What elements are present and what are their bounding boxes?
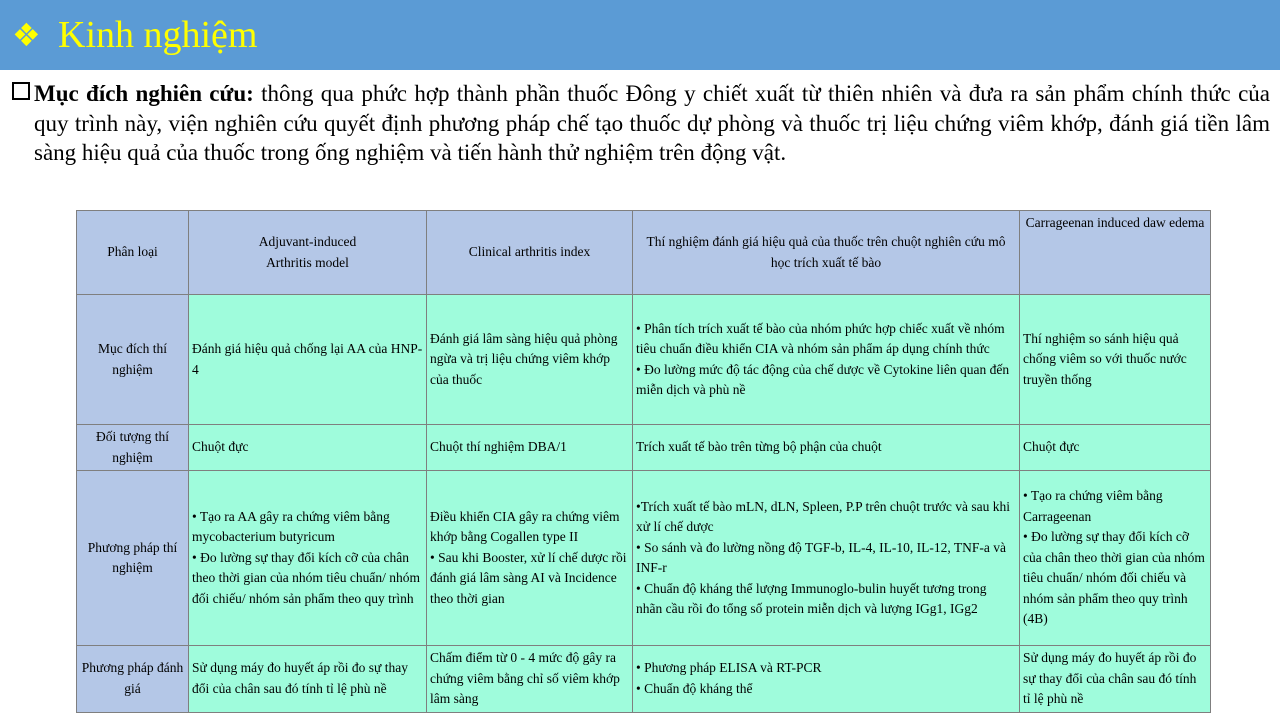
purpose-paragraph <box>12 79 1270 168</box>
table-row <box>77 471 1211 646</box>
table-cell: Trích xuất tế bào trên từng bộ phận của chuột <box>633 425 1020 471</box>
table-row <box>77 295 1211 425</box>
experiment-table <box>76 210 1211 713</box>
table-cell: • Phân tích trích xuất tế bào của nhóm phức hợp chiếc xuất về nhóm tiêu chuẩn điều khiển CIA và nhóm sản phẩm áp dụng chính thức • Đo lường mức độ tác động của chế dược về Cytokine liên quan đến miễn dịch và phù nề <box>633 295 1020 425</box>
table-cell: Thí nghiệm so sánh hiệu quả chống viêm so với thuốc nước truyền thống <box>1020 295 1211 425</box>
row-label: Phương pháp đánh giá <box>77 646 189 713</box>
table-cell: Chuột thí nghiệm DBA/1 <box>427 425 633 471</box>
table-cell: Chuột đực <box>1020 425 1211 471</box>
table-cell: Đánh giá lâm sàng hiệu quả phòng ngừa và trị liệu chứng viêm khớp của thuốc <box>427 295 633 425</box>
table-cell: Sử dụng máy đo huyết áp rồi đo sự thay đổi của chân sau đó tính tỉ lệ phù nề <box>189 646 427 713</box>
table-header-row <box>77 211 1211 295</box>
header-cell: Carrageenan induced daw edema <box>1020 211 1211 295</box>
purpose-text: thông qua phức hợp thành phần thuốc Đông y chiết xuất từ thiên nhiên và đưa ra sản phẩm chính thức của quy trình này, viện nghiên cứu quyết định phương pháp chế tạo thuốc dự phòng và thuốc trị liệu chứng viêm khớp, đánh giá tiền lâm sàng hiệu quả của thuốc trong ống nghiệm và tiến hành thử nghiệm trên động vật. <box>34 81 1271 165</box>
purpose-lead: Mục đích nghiên cứu: <box>34 81 254 106</box>
row-label: Mục đích thí nghiệm <box>77 295 189 425</box>
header-cell: Thí nghiệm đánh giá hiệu quả của thuốc trên chuột nghiên cứu mô học trích xuất tế bào <box>633 211 1020 295</box>
slide-title: Kinh nghiệm <box>58 14 258 56</box>
table-cell: Chuột đực <box>189 425 427 471</box>
table-cell: • Tạo ra AA gây ra chứng viêm bằng mycobacterium butyricum • Đo lường sự thay đổi kích cỡ của chân theo thời gian của nhóm tiêu chuẩn/ nhóm đối chiếu/ nhóm sản phẩm theo quy trình <box>189 471 427 646</box>
table-row <box>77 425 1211 471</box>
header-cell: Clinical arthritis index <box>427 211 633 295</box>
table-cell: Chấm điểm từ 0 - 4 mức độ gây ra chứng viêm bằng chỉ số viêm khớp lâm sàng <box>427 646 633 713</box>
table-row <box>77 646 1211 713</box>
table-cell: Điều khiển CIA gây ra chứng viêm khớp bằng Cogallen type II • Sau khi Booster, xử lí chế dược rồi đánh giá lâm sàng AI và Incidence theo thời gian <box>427 471 633 646</box>
table-cell: • Phương pháp ELISA và RT-PCR • Chuẩn độ kháng thể <box>633 646 1020 713</box>
header-cell: Phân loại <box>77 211 189 295</box>
table-cell: Đánh giá hiệu quả chống lại AA của HNP-4 <box>189 295 427 425</box>
header-cell: Adjuvant-induced Arthritis model <box>189 211 427 295</box>
diamond-bullet-icon: ❖ <box>12 16 41 54</box>
slide-header <box>0 0 1280 70</box>
table-cell: • Tạo ra chứng viêm bằng Carrageenan • Đo lường sự thay đổi kích cỡ của chân theo thời gian của nhóm tiêu chuẩn/ nhóm đối chiếu và nhóm sản phẩm theo quy trình (4B) <box>1020 471 1211 646</box>
checkbox-bullet-icon <box>12 82 30 100</box>
row-label: Đối tượng thí nghiệm <box>77 425 189 471</box>
table-cell: •Trích xuất tế bào mLN, dLN, Spleen, P.P trên chuột trước và sau khi xử lí chế dược • So sánh và đo lường nồng độ TGF-b, IL-4, IL-10, IL-12, TNF-a và INF-r • Chuẩn độ kháng thể lượng Immunoglo-bulin huyết tương trong nhãn cầu rồi đo tổng số protein miễn dịch và lượng IGg1, IGg2 <box>633 471 1020 646</box>
row-label: Phương pháp thí nghiệm <box>77 471 189 646</box>
table-cell: Sử dụng máy đo huyết áp rồi đo sự thay đổi của chân sau đó tính tỉ lệ phù nề <box>1020 646 1211 713</box>
